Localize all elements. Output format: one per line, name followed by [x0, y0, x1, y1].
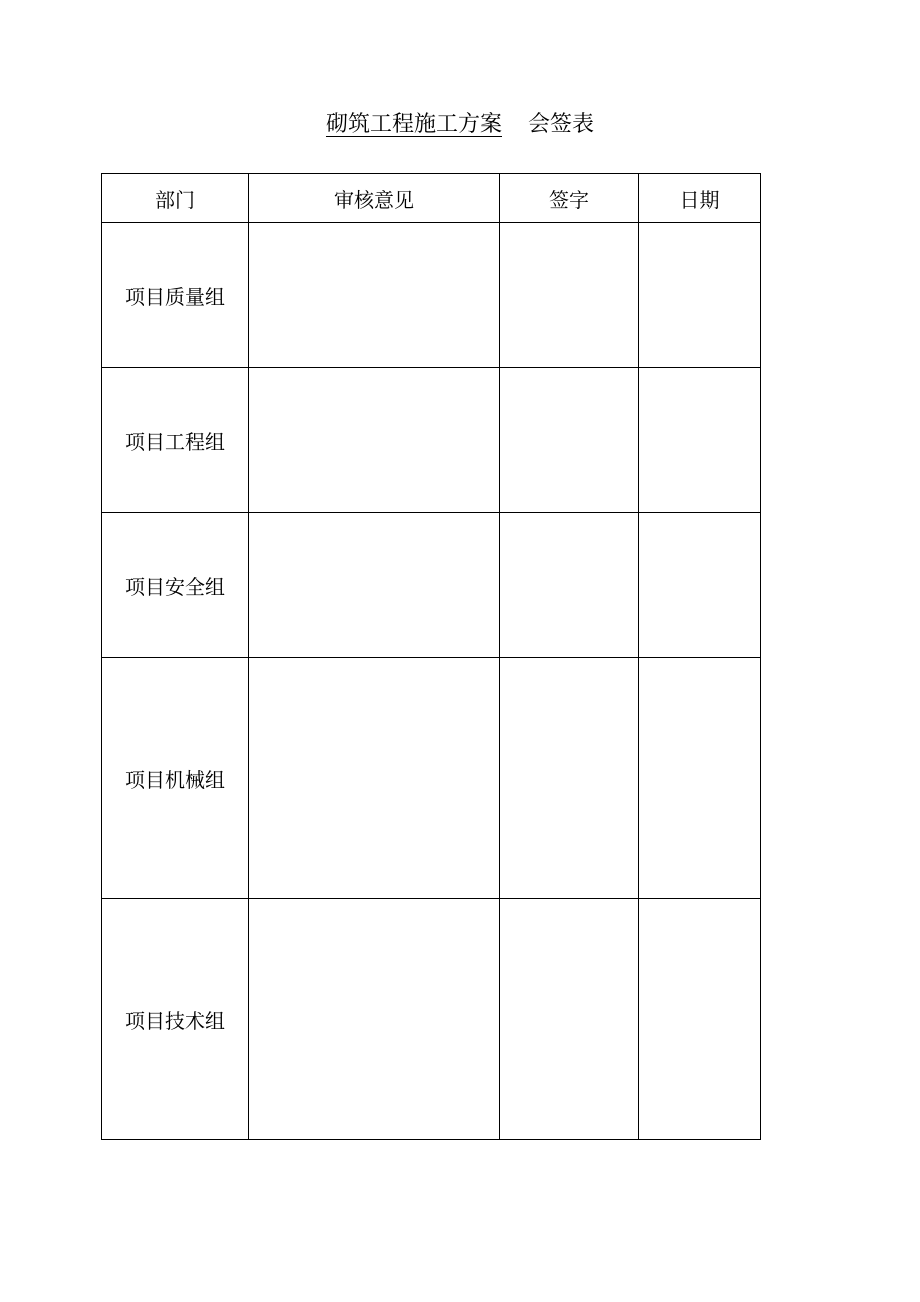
opinion-cell[interactable]	[249, 368, 500, 513]
signature-cell[interactable]	[500, 513, 639, 658]
date-cell[interactable]	[639, 513, 761, 658]
signature-cell[interactable]	[500, 223, 639, 368]
department-cell: 项目机械组	[102, 658, 249, 899]
document-title: 砌筑工程施工方案	[325, 112, 502, 137]
date-cell[interactable]	[639, 368, 761, 513]
table-row	[102, 368, 761, 513]
date-cell[interactable]	[639, 658, 761, 899]
header-department: 部门	[102, 174, 249, 223]
signature-cell[interactable]	[500, 368, 639, 513]
header-row	[102, 174, 761, 223]
table-row	[102, 223, 761, 368]
date-cell[interactable]	[639, 899, 761, 1140]
table-row	[102, 899, 761, 1140]
opinion-cell[interactable]	[249, 223, 500, 368]
header-opinion: 审核意见	[249, 174, 500, 223]
date-cell[interactable]	[639, 223, 761, 368]
page-title	[0, 108, 920, 142]
header-date: 日期	[639, 174, 761, 223]
opinion-cell[interactable]	[249, 513, 500, 658]
signoff-table	[101, 173, 761, 1140]
table-row	[102, 513, 761, 658]
header-signature: 签字	[500, 174, 639, 223]
department-cell: 项目质量组	[102, 223, 249, 368]
signature-cell[interactable]	[500, 899, 639, 1140]
opinion-cell[interactable]	[249, 658, 500, 899]
signature-cell[interactable]	[500, 658, 639, 899]
table-row	[102, 658, 761, 899]
document-title-suffix: 会签表	[528, 112, 595, 137]
department-cell: 项目技术组	[102, 899, 249, 1140]
department-cell: 项目安全组	[102, 513, 249, 658]
opinion-cell[interactable]	[249, 899, 500, 1140]
department-cell: 项目工程组	[102, 368, 249, 513]
